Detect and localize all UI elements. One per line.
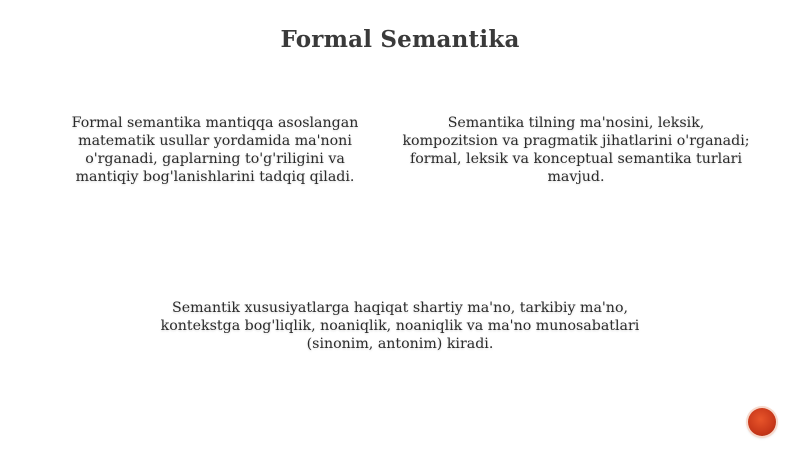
circle-nav-icon[interactable] [748,408,776,436]
bottom-text-block: Semantik xususiyatlarga haqiqat shartiy ma'no, tarkibiy ma'no, kontekstga bog'liqlik, noaniqlik, noaniqlik va ma'no munosabatlari (sinonim, antonim) kiradi. [160,300,640,352]
right-text-block: Semantika tilning ma'nosini, leksik, kompozitsion va pragmatik jihatlarini o'rganadi; formal, leksik va konceptual semantika turlari mavjud. [402,115,750,185]
slide-title: Formal Semantika [280,26,520,53]
left-text-block: Formal semantika mantiqqa asoslangan matematik usullar yordamida ma'noni o'rganadi, gaplarning to'g'riligini va mantiqiy bog'lanishlarini tadqiq qiladi. [71,115,359,185]
